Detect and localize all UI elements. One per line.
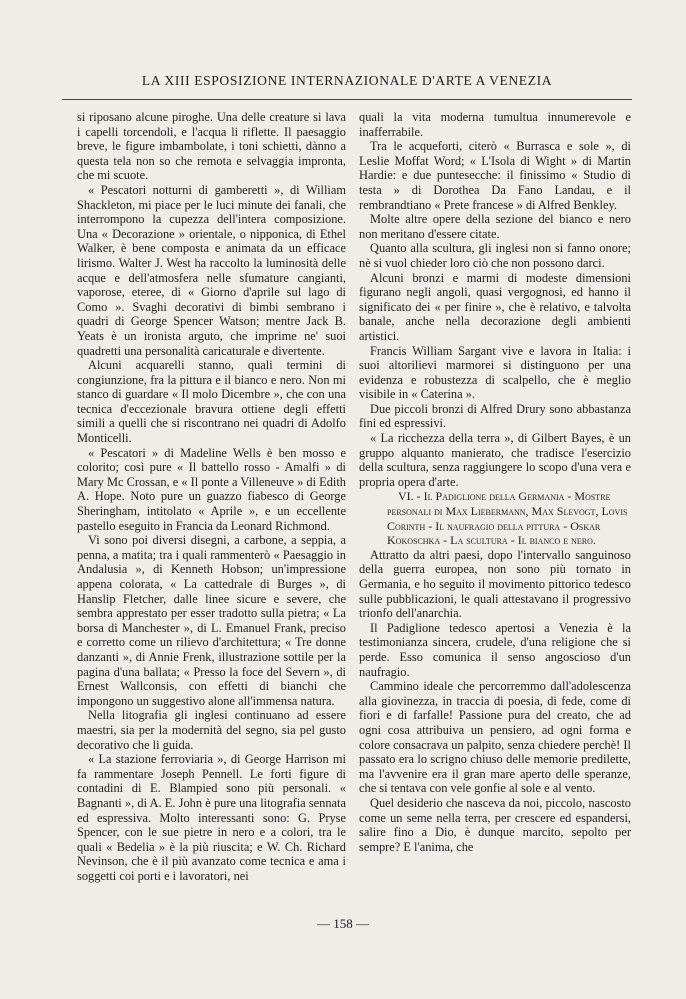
paragraph: Molte altre opere della sezione del bianco e nero non meritano d'essere citate. bbox=[359, 212, 631, 241]
paragraph: Due piccoli bronzi di Alfred Drury sono abbastanza fini ed espressivi. bbox=[359, 401, 631, 431]
page-number: — 158 — bbox=[317, 916, 369, 931]
right-column bbox=[359, 110, 631, 854]
paragraph: quali la vita moderna tumultua innumerevole e inafferrabile. bbox=[359, 110, 631, 139]
paragraph: Tra le acqueforti, citerò « Burrasca e sole », di Leslie Moffat Word; « L'Isola di Wight » di Martin Hardie: e due puntesecche: il finissimo « Studio di testa » di Dorothea Da Fano Landau, e il rembrandtiano « Prete francese » di Alfred Benkley. bbox=[359, 139, 631, 212]
paragraph: Francis William Sargant vive e lavora in Italia: i suoi altorilievi marmorei si distinguono per una evidenza e robustezza di scalpello, che è meglio visibile in « Caterina ». bbox=[359, 343, 631, 402]
section-heading: VI. - Il Padiglione della Germania - Mostre personali di Max Liebermann, Max Slevogt, Lovis Corinth - Il naufragio della pittura - Oskar Kokoschka - La scultura - Il bianco e nero. bbox=[387, 489, 628, 548]
paragraph: Cammino ideale che percorremmo dall'adolescenza alla giovinezza, in traccia di poesia, di fede, come di fiori e di farfalle! Passione pura del creato, che ad ogni cosa attribuiva un pensiero, ad ogni forma e colore consacrava un palpito, senza chiedere perchè! Il passato era lo scrigno chiuso delle memorie predilette, ma l'avvenire era il gran mare aperto delle speranze, che si tentava con vele gonfie al sole e al vento. bbox=[359, 679, 631, 796]
paragraph: Il Padiglione tedesco apertosi a Venezia è la testimonianza sincera, crudele, d'una religione che si perde. Esso comunica il senso angoscioso d'un naufragio. bbox=[359, 620, 631, 679]
paragraph: Quel desiderio che nasceva da noi, piccolo, nascosto come un seme nella terra, per crescere ed espandersi, salire fino a Dio, è dunque marcito, sepolto per sempre? E l'anima, che bbox=[359, 795, 631, 854]
paragraph: Quanto alla scultura, gli inglesi non si fanno onore; nè si vuol chieder loro ciò che non possono darci. bbox=[359, 241, 631, 270]
paragraph: Nella litografia gli inglesi continuano ad essere maestri, sia per la modernità del segno, sia pel gusto decorativo che li guida. bbox=[77, 708, 346, 752]
header-rule bbox=[62, 99, 632, 100]
paragraph: Alcuni bronzi e marmi di modeste dimensioni figurano negli angoli, quasi vergognosi, ed hanno il significato dei « per finire », che è relativo, e talvolta banale, anche nella decorazione degli ambienti artistici. bbox=[359, 270, 631, 343]
paragraph: Alcuni acquarelli stanno, quali termini di congiunzione, fra la pittura e il bianco e nero. Non mi stanco di guardare « Il molo Dicembre », che con una tecnica d'eccezionale bravura ottiene degli effetti simili a quelli che si riscontrano nei quadri di Adolfo Monticelli. bbox=[77, 358, 346, 446]
paragraph: « La ricchezza della terra », di Gilbert Bayes, è un gruppo alquanto manierato, che tradisce l'esercizio della scultura, senza raggiungere lo scopo d'una vera e propria opera d'arte. bbox=[359, 431, 631, 489]
paragraph: Vi sono poi diversi disegni, a carbone, a seppia, a penna, a matita; tra i quali rammenterò « Paesaggio in Andalusia », di Kenneth Hobson; un'impressione appena colorata, « La cattedrale di Burges », di Hanslip Fletcher, dalle linee sicure e severe, che sembra apprestato per esser tradotto sulla pietra; « La borsa di Manchester », di L. Emanuel Frank, preciso e corretto come un rilievo d'architettura; « Tre donne danzanti », di Annie Frenk, illustrazione sottile per la pagina d'una ballata; « Presso la foce del Severn », di Ernest Wallconsis, con effetti di bianchi che impongono un suggestivo alone all'immensa natura. bbox=[77, 533, 346, 708]
paragraph: Attratto da altri paesi, dopo l'intervallo sanguinoso della guerra europea, non sono più tornato in Germania, e ho seguito il movimento pittorico tedesco sulle pubblicazioni, le quali attestavano il progressivo trionfo dell'anarchia. bbox=[359, 547, 631, 621]
paragraph: « Pescatori » di Madeline Wells è ben mosso e colorito; così pure « Il battello rosso - Amalfi » di Mary Mc Crossan, e « Il ponte a Villeneuve » di Edith A. Hope. Noto pure un guazzo fiabesco di George Sheringham, intitolato « Aprile », e un eccellente pastello eseguito in Francia da Leonard Richmond. bbox=[77, 445, 346, 533]
paragraph: « Pescatori notturni di gamberetti », di William Shackleton, mi piace per le luci minute dei fanali, che interrompono la cupezza dell'intera composizione. Una « Decorazione » orientale, o nipponica, di Ethel Walker, è bene composta e animata da un efficace lirismo. Walter J. West ha raccolto la luminosità delle acque e dell'atmosfera nelle sfumature cangianti, vaporose, eteree, di « Giorno d'aprile sul lago di Como ». Svaghi decorativi di bimbi sembrano i quadri di George Spencer Watson; mentre Jack B. Yeats è un ironista arguto, che imprime ne' suoi quadretti una personalità caricaturale e divertente. bbox=[77, 182, 346, 358]
paragraph: si riposano alcune piroghe. Una delle creature si lava i capelli torcendoli, e l'acqua li riflette. Il paesaggio breve, le figure imbambolate, i toni schietti, dànno a questa tela non so che remota e selvaggia impronta, che mi scuote. bbox=[77, 110, 346, 183]
paragraph: « La stazione ferroviaria », di George Harrison mi fa rammentare Joseph Pennell. Le forti figure di contadini di E. Blampied sono più personali. « Bagnanti », di A. E. John è pure una litografia sennata ed espressiva. Molto interessanti sono: G. Pryse Spencer, con le sue pietre in nero e a colori, tra le quali « Bedelia » è la più riuscita; e W. Ch. Richard Nevinson, che è il più avanzato come tecnica e ama i soggetti coi porti e i lavoratori, nei bbox=[77, 752, 346, 883]
left-column bbox=[77, 110, 346, 883]
running-header: LA XIII ESPOSIZIONE INTERNAZIONALE D'ARTE A VENEZIA bbox=[141, 73, 553, 88]
